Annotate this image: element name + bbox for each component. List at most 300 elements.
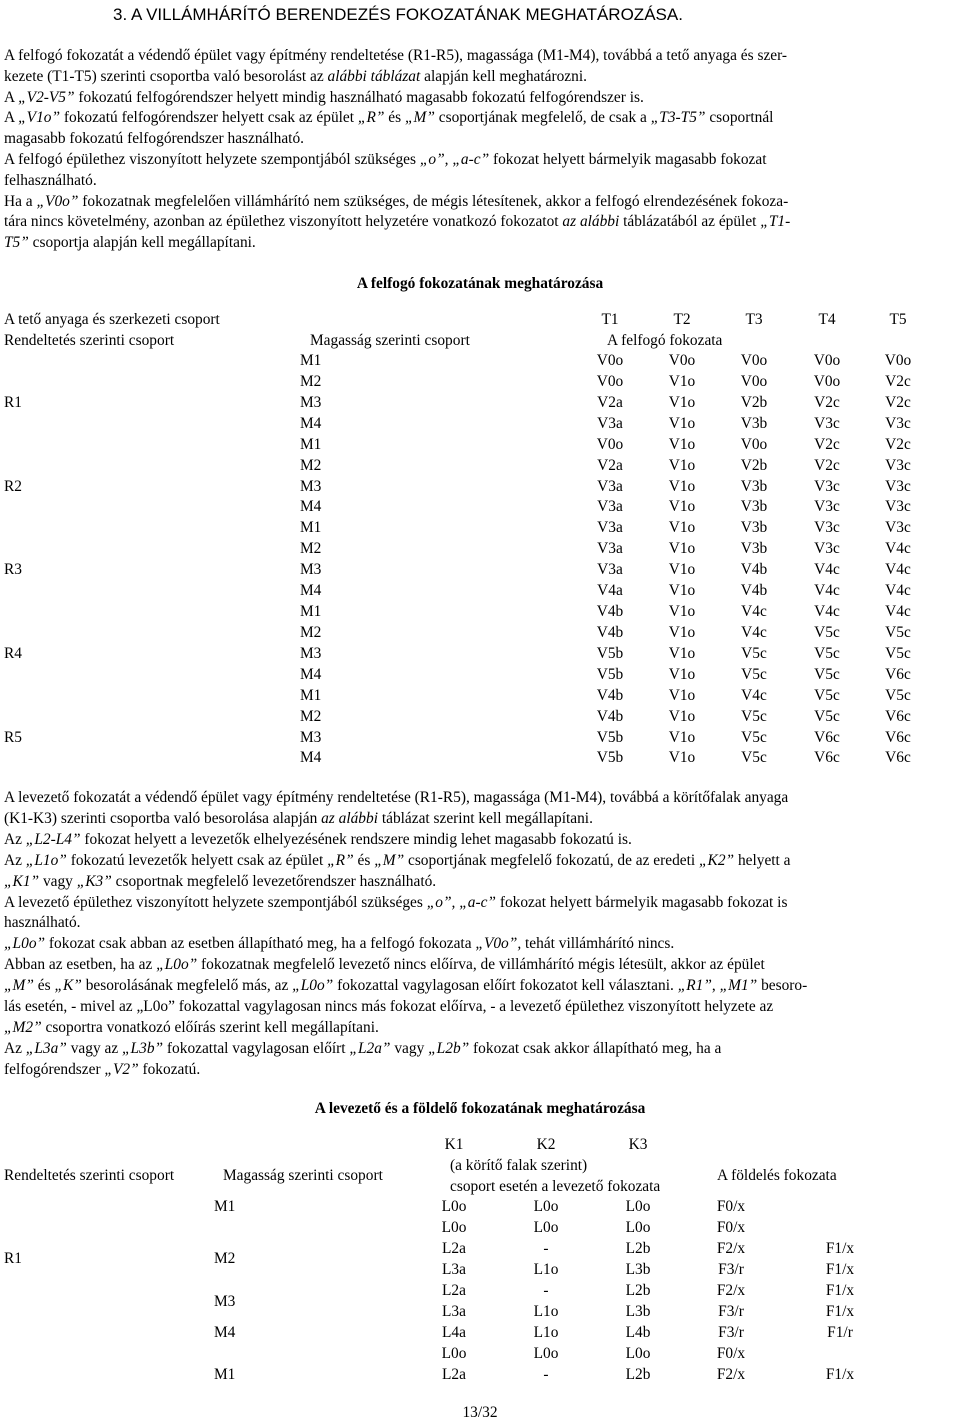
text-span: Az: [4, 1039, 26, 1057]
grade-cell: V4c: [885, 582, 911, 600]
roof-header: A tető anyaga és szerkezeti csoport: [4, 311, 220, 328]
grade-cell: V6c: [814, 749, 840, 767]
height-group-label: M3: [300, 477, 322, 495]
height-group-label: M4: [214, 1324, 236, 1341]
conductor-grade-cell: L0o: [441, 1219, 467, 1236]
conductor-grade-cell: L0o: [533, 1345, 559, 1362]
grade-cell: V0o: [596, 372, 624, 390]
grade-cell: V2c: [885, 435, 911, 453]
height-group-label: M4: [300, 414, 322, 432]
grade-cell: V0o: [740, 352, 768, 369]
text-span: magasabb fokozatú felfogórendszer használható.: [4, 130, 304, 148]
height-group-label: M2: [300, 372, 322, 390]
text-line: [4, 66, 956, 87]
column-header: T1: [601, 311, 619, 328]
grade-cell: V1o: [668, 707, 696, 725]
text-line: [4, 787, 956, 808]
conductor-grade-cell: L2a: [442, 1282, 466, 1299]
grade-cell: V3c: [885, 477, 911, 495]
text-line: [4, 45, 956, 66]
grade-cell: V4c: [885, 561, 911, 579]
grade-cell: V3b: [740, 498, 768, 516]
grade-header: A felfogó fokozata: [607, 332, 723, 349]
text-span: A levezető fokozatát a védendő épület vagy építmény rendeltetése (R1-R5), magassága (M1-M4), továbbá a körítőfalak anyaga: [4, 789, 789, 806]
grade-cell: V4b: [596, 623, 624, 641]
text-span: vagy: [39, 872, 77, 890]
text-span: A felfogó épülethez viszonyított helyzete szempontjából szükséges: [4, 151, 420, 168]
text-span: és: [384, 109, 405, 127]
grade-cell: V5c: [741, 644, 767, 662]
purpose-group-label: R1: [4, 393, 22, 411]
text-span: tehát villámhárító nincs.: [521, 935, 675, 953]
k-note: csoport esetén a levezető fokozata: [450, 1178, 661, 1195]
italic-span: „M2”: [4, 1018, 42, 1036]
grade-cell: V1o: [668, 749, 696, 767]
text-span: fokozatú felfogórendszer helyett mindig használható magasabb fokozatú felfogórendszer is.: [74, 88, 644, 106]
height-group-label: M1: [300, 352, 322, 369]
grade-cell: V5c: [814, 707, 840, 725]
text-span: fokozatú.: [138, 1060, 201, 1078]
text-span: csoportra vonatkozó előírás szerint kell megállapítani.: [41, 1018, 379, 1036]
text-span: fokozatú felfogórendszer helyett csak az épület: [60, 109, 358, 127]
grade-cell: V1o: [668, 603, 696, 621]
text-span: fokozat helyett bármelyik magasabb fokozat is: [495, 893, 788, 911]
grade-cell: V1o: [668, 519, 696, 537]
text-span: fokozat csak abban az esetben állapítható meg, ha a felfogó fokozata: [45, 935, 476, 953]
text-line: [4, 87, 956, 108]
text-span: és: [33, 977, 55, 995]
grade-cell: V4c: [741, 603, 767, 621]
earth-header: A földelés fokozata: [717, 1167, 837, 1184]
earthing-grade-cell: F3/r: [718, 1261, 744, 1278]
italic-span: „M1”: [719, 977, 758, 995]
grade-cell: V3a: [597, 561, 623, 579]
italic-span: „K1”: [4, 872, 40, 890]
conductor-grade-cell: L0o: [533, 1198, 559, 1215]
table2-title: A levezető és a földelő fokozatának meghatározása: [314, 1100, 646, 1117]
grade-cell: V4c: [741, 623, 767, 641]
height-group-label: M4: [300, 749, 322, 767]
text-span: Abban az esetben, ha az: [4, 956, 157, 974]
grade-cell: V2c: [814, 456, 840, 474]
grade-cell: V1o: [668, 540, 696, 558]
grade-cell: V0o: [813, 352, 841, 369]
grade-cell: V6c: [885, 728, 911, 746]
italic-span: alábbi táblázat: [327, 67, 421, 85]
text-span: fokozat helyett bármelyik magasabb fokozat: [489, 151, 767, 168]
text-span: A: [4, 109, 19, 127]
grade-cell: V5b: [596, 728, 624, 746]
k-note: (a körítő falak szerint): [450, 1157, 588, 1174]
grade-cell: V4c: [814, 603, 840, 621]
conductor-grade-cell: L2b: [625, 1282, 651, 1299]
height-group-label: M3: [300, 644, 322, 662]
grade-cell: V1o: [668, 644, 696, 662]
earthing-grade-cell: F0/x: [716, 1345, 746, 1362]
text-span: csoportnál: [705, 109, 774, 127]
grade-cell: V5c: [814, 665, 840, 683]
grade-cell: V2c: [814, 435, 840, 453]
grade-cell: V0o: [740, 435, 768, 453]
text-line: [4, 808, 956, 829]
conductor-grade-cell: L0o: [625, 1345, 651, 1362]
grade-cell: V1o: [668, 623, 696, 641]
text-span: felfogórendszer: [4, 1060, 105, 1078]
height-group-label: M2: [300, 540, 322, 558]
text-span: A: [4, 88, 19, 106]
grade-cell: V5c: [741, 665, 767, 683]
earthing-grade-cell: F1/x: [825, 1240, 855, 1257]
text-line: [4, 170, 956, 191]
text-span: táblázatából az épület: [619, 213, 761, 231]
grade-cell: V4b: [596, 686, 624, 704]
earthing-grade-cell: F3/r: [718, 1324, 744, 1341]
earthing-grade-cell: F1/x: [825, 1282, 855, 1299]
italic-span: „V0o”,: [475, 935, 522, 953]
page-number: 13/32: [462, 1404, 498, 1421]
grade-cell: V4b: [596, 603, 624, 621]
italic-span: „L3a”: [25, 1039, 67, 1057]
k-column-header: K2: [536, 1136, 556, 1153]
height-group-label: M2: [300, 456, 322, 474]
grade-cell: V5c: [741, 707, 767, 725]
italic-span: „L2a”: [349, 1039, 391, 1057]
purpose-group-label: R1: [4, 1250, 22, 1267]
grade-cell: V1o: [668, 372, 696, 390]
grade-cell: V0o: [884, 352, 912, 369]
conductor-grade-cell: L2a: [442, 1240, 466, 1257]
grade-cell: V4b: [740, 582, 768, 600]
height-group-label: M3: [300, 393, 322, 411]
grade-cell: V3a: [597, 414, 623, 432]
text-line: [4, 829, 956, 850]
italic-span: „T3-T5”: [650, 109, 706, 127]
grade-cell: V1o: [668, 665, 696, 683]
conductor-grade-cell: L4a: [442, 1324, 466, 1341]
grade-cell: V2b: [740, 456, 768, 474]
grade-cell: V1o: [668, 414, 696, 432]
conductor-grade-cell: L0o: [533, 1219, 559, 1236]
purpose-group-label: R4: [4, 644, 22, 662]
italic-span: „M”: [4, 977, 34, 995]
grade-cell: V4b: [740, 561, 768, 579]
grade-cell: V3a: [597, 477, 623, 495]
text-line: [4, 933, 956, 954]
table1-title: A felfogó fokozatának meghatározása: [356, 275, 604, 292]
italic-span: „V2-V5”: [18, 88, 75, 106]
grade-cell: V3b: [740, 519, 768, 537]
text-line: [4, 996, 956, 1017]
grade-cell: V5b: [596, 749, 624, 767]
italic-span: „L0o”: [156, 956, 198, 974]
grade-cell: V0o: [596, 435, 624, 453]
text-line: [4, 912, 956, 933]
text-span: Az: [4, 830, 26, 848]
grade-cell: V1o: [668, 686, 696, 704]
earthing-grade-cell: F3/r: [718, 1303, 744, 1320]
grade-cell: V0o: [596, 352, 624, 369]
text-span: Ha a: [4, 192, 37, 210]
text-span: csoportja alapján kell megállapítani.: [28, 234, 256, 252]
grade-cell: V2c: [885, 393, 911, 411]
grade-cell: V3c: [814, 477, 840, 495]
text-span: helyett a: [734, 851, 791, 869]
text-span: alapján kell meghatározni.: [420, 67, 587, 85]
grade-cell: V0o: [740, 372, 768, 390]
italic-span: „K2”: [699, 851, 735, 869]
grade-cell: V0o: [813, 372, 841, 390]
column-header: T2: [673, 311, 691, 328]
earthing-grade-cell: F1/r: [827, 1324, 853, 1341]
italic-span: „L2-L4”: [25, 830, 81, 848]
section-heading: 3. A VILLÁMHÁRÍTÓ BERENDEZÉS FOKOZATÁNAK MEGHATÁROZÁSA.: [113, 5, 683, 24]
text-span: besorolásának megfelelő más, az: [81, 977, 293, 995]
grade-cell: V5c: [741, 728, 767, 746]
column-header: T3: [745, 311, 763, 328]
conductor-grade-cell: L0o: [625, 1198, 651, 1215]
italic-span: „M”: [374, 851, 405, 869]
earthing-grade-cell: F2/x: [716, 1366, 746, 1383]
text-line: [4, 128, 956, 149]
italic-span: „R”: [327, 851, 354, 869]
height-group-label: M1: [300, 435, 322, 453]
height-group-label: M2: [300, 707, 322, 725]
height-group-label: M3: [300, 728, 322, 746]
earthing-grade-cell: F1/x: [825, 1261, 855, 1278]
text-span: fokozattal vagylagosan előírt: [163, 1039, 350, 1057]
grade-cell: V2b: [740, 393, 768, 411]
grade-cell: V4c: [885, 603, 911, 621]
text-span: vagy az: [66, 1039, 122, 1057]
grade-cell: V6c: [814, 728, 840, 746]
text-span: tára nincs követelmény, azonban az épülethez viszonyított helyzetére vonatkozó fokozatot: [4, 213, 563, 231]
height-group-label: M3: [300, 561, 322, 579]
grade-cell: V2c: [814, 393, 840, 411]
height-group-label: M3: [214, 1293, 236, 1310]
k-column-header: K3: [628, 1136, 648, 1153]
earthing-grade-cell: F2/x: [716, 1282, 746, 1299]
conductor-grade-cell: L4b: [625, 1324, 651, 1341]
purpose-group-label: R3: [4, 561, 22, 579]
text-span: ,: [711, 977, 720, 995]
grade-cell: V2a: [597, 393, 623, 411]
italic-span: „K3”: [76, 872, 112, 890]
italic-span: „o”, „a-c”: [419, 151, 490, 168]
italic-span: „M”: [404, 109, 435, 127]
text-span: fokozatnak megfelelő levezető nincs előírva, de villámhárító mégis létesült, akkor az épület: [197, 956, 765, 974]
conductor-grade-cell: L2b: [625, 1240, 651, 1257]
grade-cell: V5c: [741, 749, 767, 767]
italic-span: „L0o”: [292, 977, 334, 995]
italic-span: „R1”: [677, 977, 712, 995]
text-span: használható.: [4, 914, 81, 932]
grade-cell: V3a: [597, 519, 623, 537]
column-header: T5: [889, 311, 907, 328]
text-line: [4, 232, 956, 253]
earthing-grade-cell: F0/x: [716, 1198, 746, 1215]
italic-span: „L2b”: [428, 1039, 470, 1057]
conductor-grade-cell: -: [543, 1282, 549, 1299]
height-group-label: M1: [300, 603, 322, 621]
height-group-label: M1: [214, 1366, 236, 1383]
grade-cell: V1o: [668, 393, 696, 411]
text-span: lás esetén, - mivel az „L0o” fokozattal vagylagosan nincs más fokozat előírva, - a levezető épülethez viszonyított helyzete az: [4, 998, 774, 1015]
grade-cell: V4c: [741, 686, 767, 704]
text-span: A felfogó fokozatát a védendő épület vagy építmény rendeltetése (R1-R5), magassága (M1-M4), továbbá a tető anyaga és szer-: [4, 47, 788, 64]
italic-span: T5”: [4, 234, 29, 252]
height-header: Magasság szerinti csoport: [310, 332, 470, 349]
grade-cell: V5b: [596, 665, 624, 683]
text-line: [4, 975, 956, 996]
grade-cell: V1o: [668, 728, 696, 746]
text-span: fokozat csak akkor állapítható meg, ha a: [469, 1039, 722, 1057]
italic-span: „L3b”: [122, 1039, 164, 1057]
grade-cell: V5c: [885, 686, 911, 704]
earthing-grade-cell: F1/x: [825, 1303, 855, 1320]
grade-cell: V1o: [668, 456, 696, 474]
conductor-grade-cell: L0o: [441, 1198, 467, 1215]
text-line: [4, 850, 956, 871]
grade-cell: V3c: [814, 498, 840, 516]
earthing-grade-cell: F1/x: [825, 1366, 855, 1383]
grade-cell: V5c: [814, 644, 840, 662]
k-column-header: K1: [444, 1136, 464, 1153]
grade-cell: V2c: [885, 372, 911, 390]
grade-cell: V6c: [885, 749, 911, 767]
grade-cell: V4b: [596, 707, 624, 725]
text-span: fokozatnak megfelelően villámhárító nem szükséges, de mégis létesítenek, akkor a felfogó elrendezésének fokoza-: [78, 192, 789, 210]
grade-cell: V3c: [885, 519, 911, 537]
grade-cell: V1o: [668, 435, 696, 453]
height-group-label: M1: [300, 686, 322, 704]
text-span: (K1-K3) szerinti csoportba való besorolása alapján: [4, 809, 322, 827]
grade-cell: V3c: [885, 456, 911, 474]
grade-cell: V0o: [668, 352, 696, 369]
italic-span: „R”: [357, 109, 385, 127]
text-span: csoportjának megfelelő fokozatú, de az eredeti: [404, 851, 699, 869]
text-line: [4, 149, 956, 170]
height-group-label: M4: [300, 498, 322, 516]
conductor-grade-cell: L1o: [533, 1261, 559, 1278]
text-span: fokozatú levezetők helyett csak az épület: [66, 851, 328, 869]
purpose-header: Rendeltetés szerinti csoport: [4, 332, 175, 349]
grade-cell: V4a: [597, 582, 623, 600]
text-span: vagy: [390, 1039, 429, 1057]
italic-span: „T1-: [760, 213, 791, 231]
grade-cell: V1o: [668, 561, 696, 579]
column-header: T4: [818, 311, 836, 328]
purpose-group-label: R2: [4, 477, 22, 495]
text-line: [4, 892, 956, 913]
conductor-grade-cell: L2a: [442, 1366, 466, 1383]
text-line: [4, 954, 956, 975]
italic-span: „V1o”: [18, 109, 61, 127]
text-span: besoro-: [757, 977, 808, 995]
grade-cell: V1o: [668, 477, 696, 495]
grade-cell: V3c: [814, 414, 840, 432]
text-span: csoportnak megfelelő levezetőrendszer használható.: [111, 872, 437, 890]
conductor-grade-cell: L3a: [442, 1261, 466, 1278]
conductor-grade-cell: -: [543, 1366, 549, 1383]
text-span: A levezető épülethez viszonyított helyzete szempontjából szükséges: [4, 893, 427, 911]
conductor-grade-cell: L3b: [625, 1303, 651, 1320]
conductor-grade-cell: L2b: [625, 1366, 651, 1383]
height-group-label: M4: [300, 665, 322, 683]
conductor-grade-cell: L1o: [533, 1303, 559, 1320]
conductor-grade-cell: L0o: [441, 1345, 467, 1362]
text-span: fokozattal vagylagosan előírt fokozatot kell választani.: [333, 977, 678, 995]
height-group-label: M2: [214, 1250, 236, 1267]
grade-cell: V1o: [668, 582, 696, 600]
grade-cell: V6c: [885, 707, 911, 725]
grade-cell: V3a: [597, 540, 623, 558]
grade-cell: V5c: [814, 686, 840, 704]
conductor-grade-cell: L1o: [533, 1324, 559, 1341]
grade-cell: V1o: [668, 498, 696, 516]
grade-cell: V3b: [740, 540, 768, 558]
text-line: [4, 871, 956, 892]
text-span: kezete (T1-T5) szerinti csoportba való besorolást az: [4, 67, 328, 85]
italic-span: „K”: [54, 977, 82, 995]
grade-cell: V6c: [885, 665, 911, 683]
italic-span: az alábbi: [321, 809, 378, 827]
text-line: [4, 191, 956, 212]
purpose-header: Rendeltetés szerinti csoport: [4, 1167, 175, 1184]
text-line: [4, 1017, 956, 1038]
italic-span: „L0o”: [4, 935, 46, 953]
text-line: [4, 211, 956, 232]
grade-cell: V5c: [885, 644, 911, 662]
grade-cell: V4c: [814, 561, 840, 579]
text-span: felhasználható.: [4, 171, 97, 189]
height-header: Magasság szerinti csoport: [223, 1167, 383, 1184]
purpose-group-label: R5: [4, 728, 22, 746]
conductor-grade-cell: L3a: [442, 1303, 466, 1320]
italic-span: „L1o”: [25, 851, 67, 869]
text-span: Az: [4, 851, 26, 869]
grade-cell: V2a: [597, 456, 623, 474]
grade-cell: V4c: [814, 582, 840, 600]
height-group-label: M4: [300, 582, 322, 600]
italic-span: „V0o”: [36, 192, 79, 210]
conductor-grade-cell: L0o: [625, 1219, 651, 1236]
grade-cell: V3c: [814, 540, 840, 558]
grade-cell: V3b: [740, 477, 768, 495]
conductor-grade-cell: -: [543, 1240, 549, 1257]
grade-cell: V3b: [740, 414, 768, 432]
height-group-label: M1: [300, 519, 322, 537]
text-line: [4, 1059, 956, 1080]
earthing-grade-cell: F2/x: [716, 1240, 746, 1257]
grade-cell: V3c: [885, 498, 911, 516]
text-line: [4, 1038, 956, 1059]
conductor-grade-cell: L3b: [625, 1261, 651, 1278]
grade-cell: V3c: [814, 519, 840, 537]
text-span: táblázat szerint kell megállapítani.: [377, 809, 593, 827]
text-span: és: [353, 851, 375, 869]
grade-cell: V5c: [814, 623, 840, 641]
italic-span: „V2”: [104, 1060, 139, 1078]
text-span: csoportjának megfelelő, de csak a: [434, 109, 651, 127]
earthing-grade-cell: F0/x: [716, 1219, 746, 1236]
italic-span: az alábbi: [562, 213, 620, 231]
grade-cell: V3c: [885, 414, 911, 432]
grade-cell: V5b: [596, 644, 624, 662]
height-group-label: M2: [300, 623, 322, 641]
grade-cell: V4c: [885, 540, 911, 558]
text-line: [4, 107, 956, 128]
height-group-label: M1: [214, 1198, 236, 1215]
